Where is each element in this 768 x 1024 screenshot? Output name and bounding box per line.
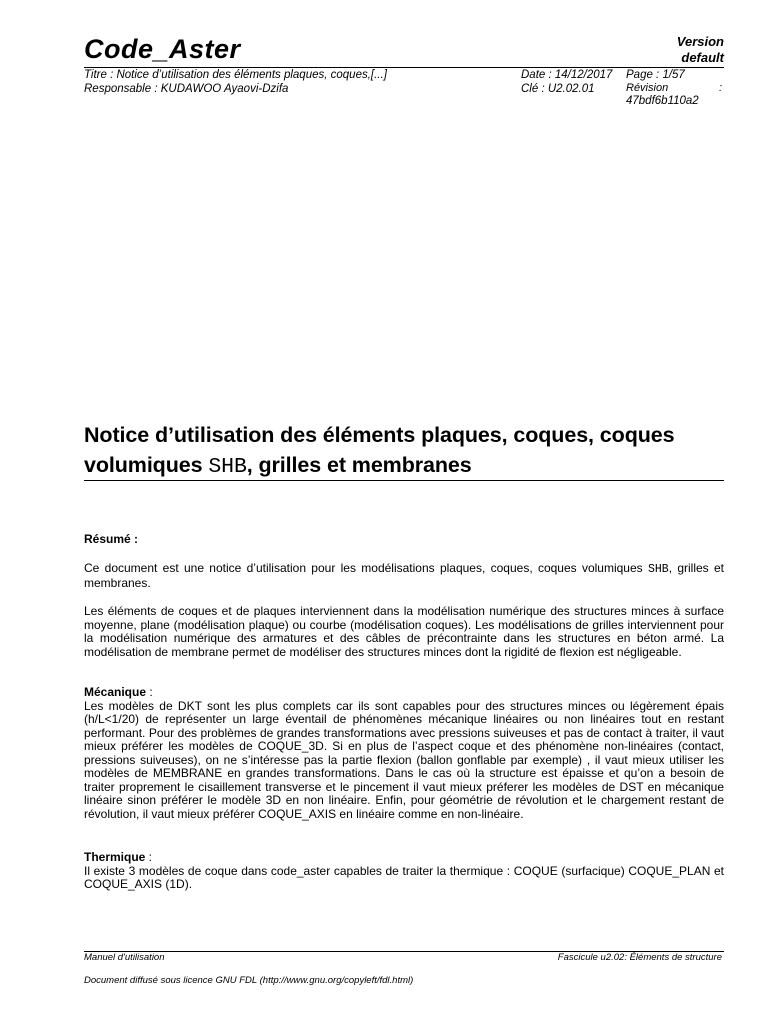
- header-revision-label: [626, 82, 724, 95]
- thermique-heading: Thermique: [84, 850, 146, 864]
- mecanique-colon: :: [146, 685, 153, 699]
- footer-left: Manuel d'utilisation: [84, 952, 165, 963]
- version-line1: Version: [676, 34, 724, 49]
- version-label: [677, 34, 724, 66]
- revision-label-text: Révision: [626, 82, 669, 94]
- footer-right: Fascicule u2.02: Éléments de structure: [557, 952, 722, 963]
- thermique-text: Il existe 3 modèles de coque dans code_aster capables de traiter la thermique : COQUE (surfacique) COQUE_PLAN et COQUE_AXIS (1D).: [84, 863, 724, 891]
- title-text-part1: Notice d’utilisation des éléments plaques, coques, coques volumiques: [84, 423, 675, 477]
- mecanique-section: [84, 686, 724, 821]
- mecanique-heading-line: [84, 686, 724, 700]
- title-rule: [84, 480, 724, 481]
- header-titre: Titre : Notice d’utilisation des éléments plaques, coques,[...]: [84, 69, 387, 81]
- p1-code: SHB: [647, 563, 669, 576]
- header-date: Date : 14/12/2017: [521, 69, 613, 81]
- thermique-heading-line: [84, 851, 724, 865]
- version-line2: default: [681, 50, 724, 65]
- header-revision-value: 47bdf6b110a2: [626, 95, 699, 107]
- header-responsable: Responsable : KUDAWOO Ayaovi-Dzifa: [84, 83, 289, 95]
- thermique-colon: :: [145, 850, 153, 864]
- header-cle: Clé : U2.02.01: [521, 83, 595, 95]
- mecanique-heading: Mécanique: [84, 685, 147, 699]
- footer-licence: Document diffusé sous licence GNU FDL (http://www.gnu.org/copyleft/fdl.html): [84, 975, 414, 986]
- thermique-section: [84, 851, 724, 892]
- revision-colon: :: [718, 82, 722, 94]
- p1-text-part2: , grilles et membranes.: [84, 561, 724, 590]
- document-title: [84, 420, 724, 482]
- code-aster-logo: Code_Aster: [84, 34, 241, 64]
- resume-paragraph-2: Les éléments de coques et de plaques interviennent dans la modélisation numérique des structures minces à surface moyenne, plane (modélisation plaque) ou courbe (modélisation coques). Les modélisations de grilles interviennent pour la modélisation numérique des armatures et des câbles de précontrainte dans les structures en béton armé. La modélisation de membrane permet de modéliser des structures minces dont la rigidité de flexion est négligeable.: [84, 604, 724, 659]
- resume-heading: Résumé :: [84, 532, 139, 546]
- p1-text-part1: Ce document est une notice d’utilisation pour les modélisations plaques, coques, coques volumiques: [84, 561, 648, 575]
- header-page: Page : 1/57: [626, 69, 685, 81]
- resume-paragraph-1: [84, 562, 724, 590]
- header-rule: [84, 67, 724, 68]
- title-code: SHB: [208, 455, 247, 479]
- mecanique-text: Les modèles de DKT sont les plus complets car ils sont capables pour des structures minces ou légèrement épais (h/L<1/20) de représenter un large éventail de phénomènes mécanique linéaires ou non linéaires tout en restant performant. Pour des problèmes de grandes transformations avec pressions suiveuses et pas de contact à traiter, il vaut mieux préférer les modèles de COQUE_3D. Si en plus de l’aspect coque et des phénomène non-linéaires (contact, pressions suiveuses), on ne s’intéresse pas la partie flexion (ballon gonflable par exemple) , il vaut mieux utiliser les modèles de MEMBRANE en grandes transformations. Dans le cas où la structure est épaisse et qu’on a besoin de traiter proprement le cisaillement transverse et le pincement il vaut mieux préferer les modèles de DST en mécanique linéaire sinon préférer le modèle 3D en non linéaire. Enfin, pour géométrie de révolution et le chargement restant de révolution, il vaut mieux préférer COQUE_AXIS en linéaire comme en non-linéaire.: [84, 698, 724, 821]
- title-text-part2: , grilles et membranes: [246, 453, 472, 477]
